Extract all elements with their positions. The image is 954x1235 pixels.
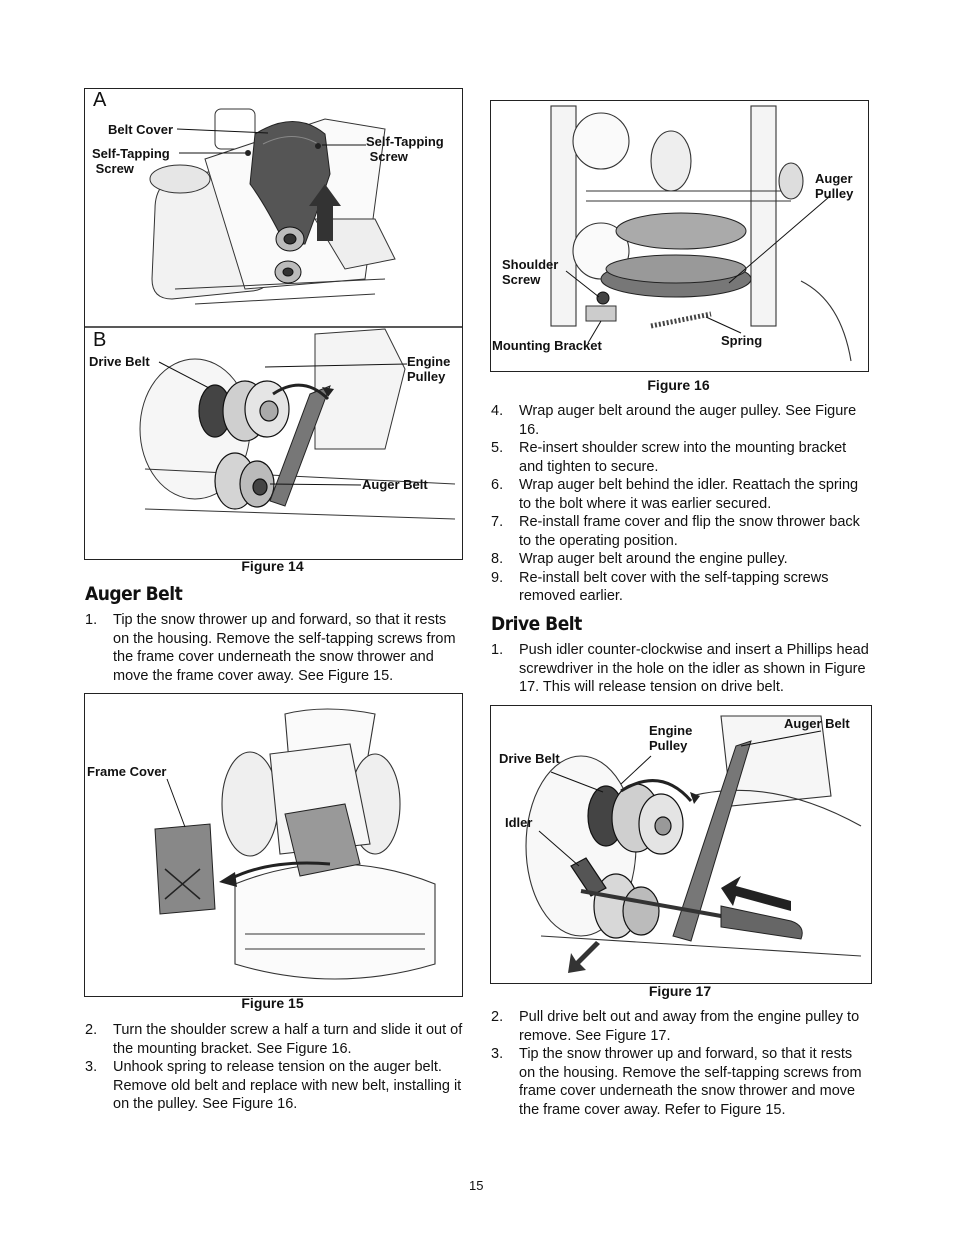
step-text: Unhook spring to release tension on the auger belt. Remove old belt and replace with new belt, installing it on the pulley. See Figure 16. <box>113 1059 462 1112</box>
step-text: Turn the shoulder screw a half a turn and slide it out of the mounting bracket. See Figure 16. <box>113 1022 463 1057</box>
step-text: Tip the snow thrower up and forward, so that it rests on the housing. Remove the self-tapping screws from frame cover underneath the snow thrower and move the frame cover away. Refer to Figure 15. <box>519 1046 862 1118</box>
figure-16-caption: Figure 16 <box>647 377 710 393</box>
self-tapping-screw-left-label: Self-Tapping Screw <box>92 146 170 176</box>
drive-belt-heading: Drive Belt <box>491 613 582 635</box>
step-text: Pull drive belt out and away from the engine pulley to remove. See Figure 17. <box>519 1009 860 1044</box>
step-number: 1. <box>85 612 98 628</box>
step-number: 8. <box>491 551 504 567</box>
drive-belt-label: Drive Belt <box>89 354 150 369</box>
step-number: 2. <box>491 1009 504 1025</box>
step-text: Push idler counter-clockwise and insert a Phillips head screwdriver in the hole on the idler as shown in Figure 17. This will release tension on drive belt. <box>519 642 869 695</box>
auger-belt-steps-1 <box>85 611 465 685</box>
drive-belt-label: Drive Belt <box>499 751 560 766</box>
auger-belt-heading: Auger Belt <box>85 583 183 605</box>
step-number: 7. <box>491 514 504 530</box>
engine-pulley-label: Engine Pulley <box>407 354 451 384</box>
step-number: 2. <box>85 1022 98 1038</box>
figure-14-caption: Figure 14 <box>241 558 304 574</box>
step-number: 3. <box>85 1059 98 1075</box>
idler-label: Idler <box>505 815 533 830</box>
list-item <box>491 550 871 569</box>
panel-a-letter: A <box>93 89 107 111</box>
frame-cover-label: Frame Cover <box>87 764 167 779</box>
figure-15-illustration <box>85 694 462 996</box>
list-item <box>85 1058 465 1114</box>
drive-belt-steps-1 <box>491 641 871 697</box>
figure-16-illustration <box>491 101 868 371</box>
auger-pulley-label: Auger Pulley <box>815 171 854 201</box>
auger-belt-steps-3 <box>491 402 871 606</box>
step-text: Re-install frame cover and flip the snow thrower back to the operating position. <box>519 514 860 549</box>
step-text: Wrap auger belt around the auger pulley. See Figure 16. <box>519 403 857 438</box>
self-tapping-screw-right-label: Self-Tapping Screw <box>366 134 444 164</box>
step-text: Re-insert shoulder screw into the mounting bracket and tighten to secure. <box>519 440 847 475</box>
list-item <box>491 641 871 697</box>
step-number: 4. <box>491 403 504 419</box>
auger-belt-label: Auger Belt <box>362 477 428 492</box>
auger-belt-label: Auger Belt <box>784 716 850 731</box>
step-text: Wrap auger belt behind the idler. Reattach the spring to the bolt where it was earlier secured. <box>519 477 859 512</box>
figure-15 <box>84 693 463 997</box>
list-item <box>85 1021 465 1058</box>
figure-14 <box>84 88 463 560</box>
mounting-bracket-label: Mounting Bracket <box>492 338 602 353</box>
spring-label: Spring <box>721 333 763 348</box>
figure-17-caption: Figure 17 <box>648 983 712 999</box>
list-item <box>491 476 871 513</box>
list-item <box>491 439 871 476</box>
shoulder-screw-label: Shoulder Screw <box>502 257 559 287</box>
step-text: Re-install belt cover with the self-tapping screws removed earlier. <box>519 569 829 604</box>
list-item <box>491 1008 871 1045</box>
list-item <box>85 611 465 685</box>
engine-pulley-label: Engine Pulley <box>649 723 693 753</box>
list-item <box>491 402 871 439</box>
figure-15-caption: Figure 15 <box>241 995 304 1011</box>
figure-17 <box>490 705 872 984</box>
belt-cover-label: Belt Cover <box>108 122 174 137</box>
drive-belt-steps-2 <box>491 1008 871 1119</box>
step-number: 5. <box>491 440 504 456</box>
figure-16 <box>490 100 869 372</box>
step-number: 3. <box>491 1046 504 1062</box>
step-number: 9. <box>491 569 504 586</box>
step-number: 6. <box>491 477 504 493</box>
panel-b-letter: B <box>93 329 107 351</box>
list-item <box>491 1045 871 1119</box>
list-item <box>491 569 871 606</box>
step-text: Wrap auger belt around the engine pulley. <box>519 551 788 567</box>
step-number: 1. <box>491 642 504 658</box>
step-text: Tip the snow thrower up and forward, so that it rests on the housing. Remove the self-tapping screws from the frame cover underneath the snow thrower and move the frame cover away. See Figure 15. <box>113 612 456 684</box>
auger-belt-steps-2 <box>85 1021 465 1114</box>
list-item <box>491 513 871 550</box>
page-number: 15 <box>469 1178 484 1193</box>
